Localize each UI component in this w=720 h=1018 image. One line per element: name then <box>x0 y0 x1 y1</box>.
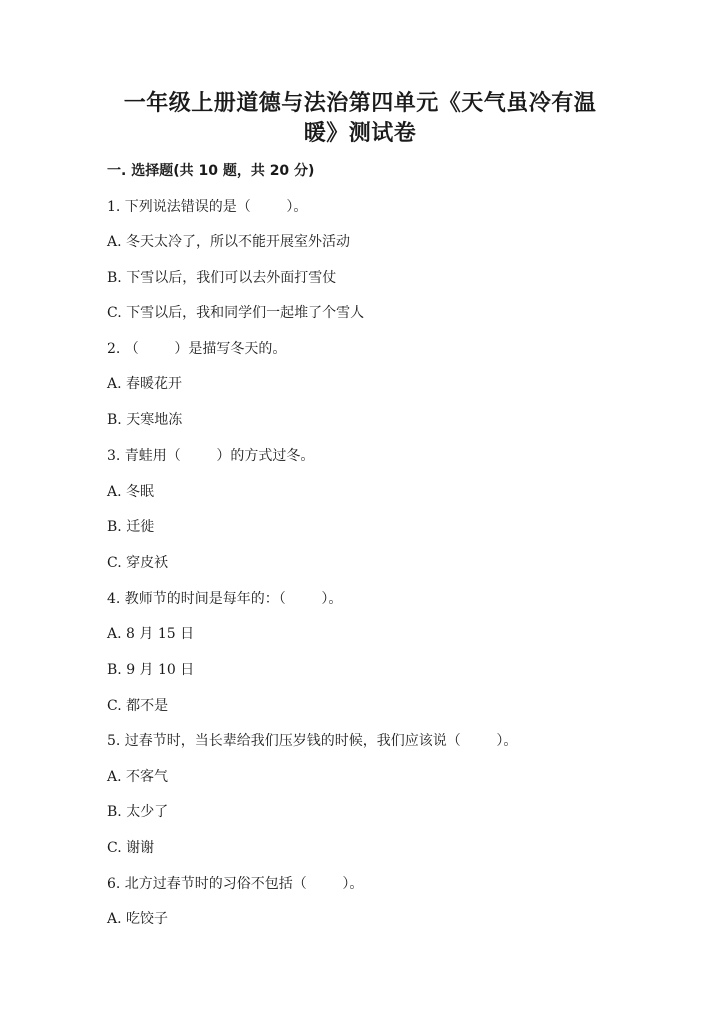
answer-option: C. 都不是 <box>107 698 169 714</box>
page-title <box>0 88 720 148</box>
question-stem: 2. （ ）是描写冬天的。 <box>107 341 287 357</box>
answer-option: B. 迁徙 <box>107 519 155 535</box>
answer-option: C. 下雪以后，我和同学们一起堆了个雪人 <box>107 305 365 321</box>
answer-option: C. 谢谢 <box>107 840 155 856</box>
answer-option: A. 冬天太冷了，所以不能开展室外活动 <box>107 234 351 250</box>
question-stem: 5. 过春节时，当长辈给我们压岁钱的时候，我们应该说（ ）。 <box>107 733 518 749</box>
answer-option: C. 穿皮袄 <box>107 555 169 571</box>
answer-option: A. 冬眠 <box>107 484 155 500</box>
answer-option: A. 春暖花开 <box>107 376 183 392</box>
title-line-2: 暖》测试卷 <box>303 120 417 146</box>
title-line-1: 一年级上册道德与法治第四单元《天气虽冷有温 <box>123 90 597 116</box>
answer-option: B. 9 月 10 日 <box>107 662 195 678</box>
answer-option: A. 吃饺子 <box>107 911 169 927</box>
answer-option: B. 天寒地冻 <box>107 412 183 428</box>
question-stem: 3. 青蛙用（ ）的方式过冬。 <box>107 448 315 464</box>
question-stem: 6. 北方过春节时的习俗不包括（ ）。 <box>107 876 364 892</box>
answer-option: A. 8 月 15 日 <box>107 626 195 642</box>
question-stem: 1. 下列说法错误的是（ ）。 <box>107 199 308 215</box>
section-heading: 一. 选择题(共 10 题，共 20 分) <box>107 163 315 179</box>
answer-option: A. 不客气 <box>107 769 169 785</box>
answer-option: B. 太少了 <box>107 804 169 820</box>
answer-option: B. 下雪以后，我们可以去外面打雪仗 <box>107 270 337 286</box>
question-stem: 4. 教师节的时间是每年的：（ ）。 <box>107 591 343 607</box>
